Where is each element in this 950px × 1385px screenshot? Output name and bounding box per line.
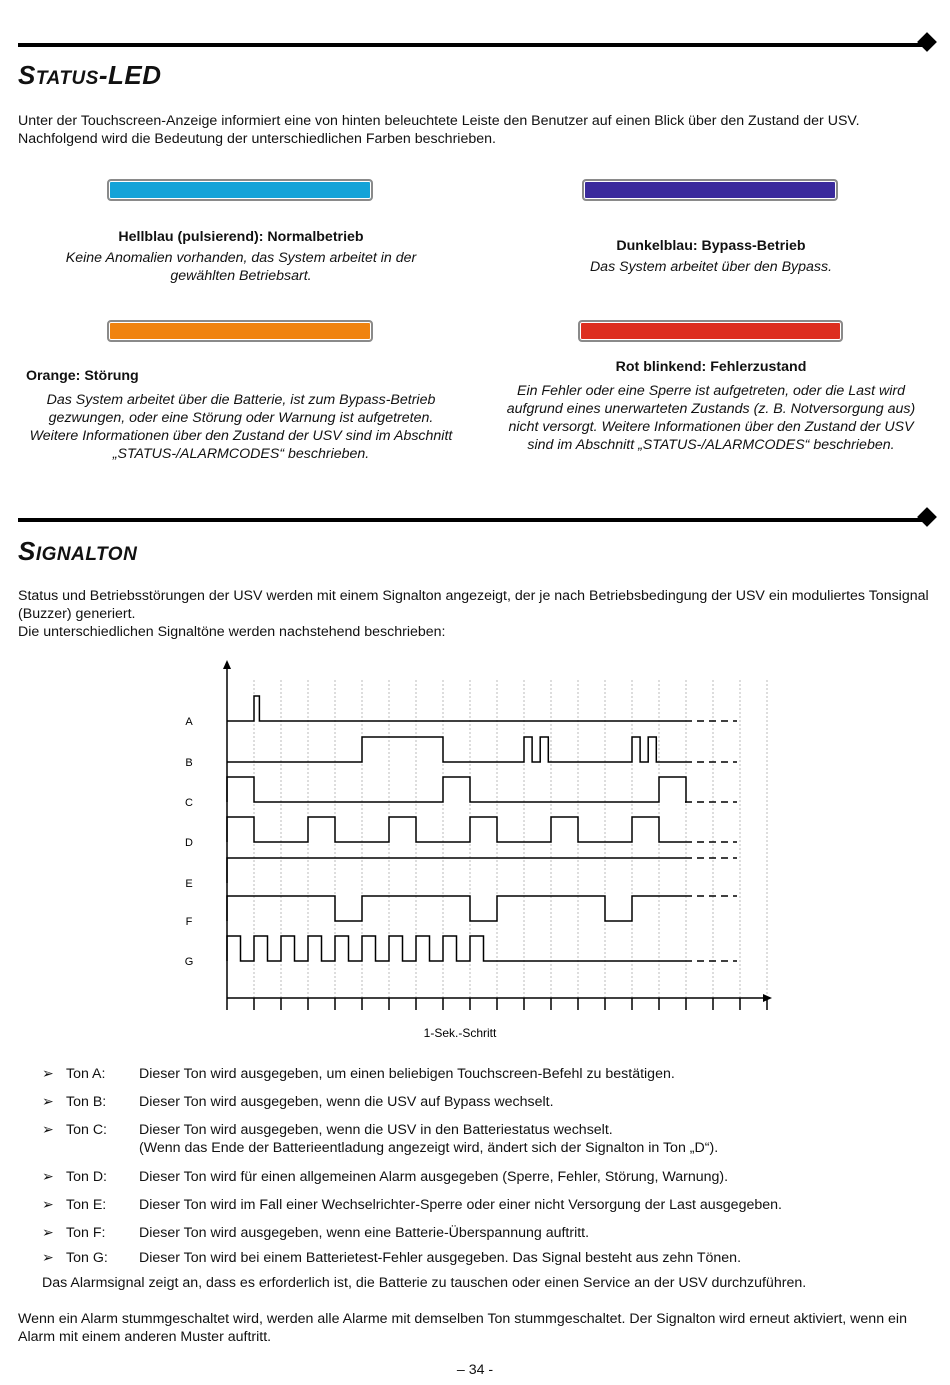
led-title: Dunkelblau: Bypass-Betrieb [616, 238, 806, 254]
y-axis-arrow-icon [223, 660, 231, 669]
waveform-e [227, 858, 685, 883]
section-divider [18, 43, 928, 47]
footer-note: Wenn ein Alarm stummgeschaltet wird, werden alle Alarme mit demselben Ton stummgeschaltet. Der Signalton wird erneut aktiviert, wenn ein Alarm mit einem anderen Muster auftritt. [18, 1311, 907, 1345]
signal-label: B [185, 757, 193, 769]
waveform-d [227, 817, 685, 842]
waveform-g [227, 936, 685, 961]
tone-note: Das Alarmsignal zeigt an, dass es erforderlich ist, die Batterie zu tauschen oder einen Service an der USV durchzuführen. [42, 1275, 807, 1291]
waveform-f [227, 896, 685, 921]
bullet-arrow-icon: ➢ [42, 1066, 54, 1082]
page-number: – 34 - [456, 1362, 494, 1378]
tone-desc-line: (Wenn das Ende der Batterieentladung angezeigt wird, ändert sich der Signalton in Ton „D“). [139, 1140, 719, 1156]
signal-label: E [185, 878, 193, 890]
signalton-intro [18, 587, 938, 641]
waveform-a [227, 696, 685, 721]
section-title-status-led: STATUS-LED [18, 60, 162, 90]
section-title-signalton: SIGNALTON [18, 536, 138, 566]
waveform-b [227, 737, 685, 762]
led-bar-orange [107, 320, 373, 342]
tone-name: Ton F: [66, 1225, 106, 1241]
tone-desc-line: Dieser Ton wird ausgegeben, um einen beliebigen Touchscreen-Befehl zu bestätigen. [139, 1066, 675, 1082]
tone-desc-line: Dieser Ton wird im Fall einer Wechselrichter-Sperre oder einer nicht Versorgung der Last ausgegeben. [139, 1197, 782, 1213]
divider-diamond-icon [917, 507, 937, 527]
led-caption-red [506, 358, 916, 454]
tone-desc [139, 1168, 939, 1186]
led-caption-lightblue [40, 228, 442, 285]
x-axis-label: 1-Sek.-Schritt [423, 1026, 497, 1040]
tone-desc [139, 1093, 939, 1111]
tone-name: Ton A: [66, 1066, 106, 1082]
tone-desc-line: Dieser Ton wird bei einem Batterietest-Fehler ausgegeben. Das Signal besteht aus zehn Tönen. [139, 1250, 742, 1266]
tone-desc-line: Dieser Ton wird ausgegeben, wenn eine Batterie-Überspannung auftritt. [139, 1225, 590, 1241]
led-desc: Das System arbeitet über den Bypass. [589, 259, 833, 275]
tone-name: Ton B: [66, 1094, 107, 1110]
signalton-intro-1: Status und Betriebsstörungen der USV werden mit einem Signalton angezeigt, der je nach Betriebsbedingung der USV ein moduliertes Tonsignal (Buzzer) generiert. [18, 588, 929, 622]
led-caption-orange [26, 367, 456, 463]
signal-label: F [185, 916, 193, 928]
led-title: Orange: Störung [26, 368, 139, 384]
signal-timing-chart [175, 655, 775, 1045]
signalton-intro-2: Die unterschiedlichen Signaltöne werden nachstehend beschrieben: [18, 624, 446, 640]
led-desc: Keine Anomalien vorhanden, das System arbeitet in der gewählten Betriebsart. [65, 250, 417, 284]
tone-name: Ton D: [66, 1169, 108, 1185]
led-caption-darkblue [560, 237, 862, 276]
signal-label: A [185, 716, 193, 728]
tone-desc-line: Dieser Ton wird ausgegeben, wenn die USV in den Batteriestatus wechselt. [139, 1122, 613, 1138]
tone-desc [139, 1065, 939, 1083]
bullet-arrow-icon: ➢ [42, 1197, 54, 1213]
signal-label: D [185, 837, 193, 849]
tone-name: Ton E: [66, 1197, 107, 1213]
bullet-arrow-icon: ➢ [42, 1225, 54, 1241]
tone-desc-line: Dieser Ton wird ausgegeben, wenn die USV auf Bypass wechselt. [139, 1094, 554, 1110]
signal-label: G [184, 956, 194, 968]
led-desc: Ein Fehler oder eine Sperre ist aufgetreten, oder die Last wird aufgrund eines unerwarteten Zustands (z. B. Notversorgung aus) nicht versorgt. Weitere Informationen über den Zustand der USV sind im Abschnitt „STATUS-/ALARMCODES“ beschrieben. [506, 383, 916, 453]
led-bar-red [578, 320, 843, 342]
led-title: Hellblau (pulsierend): Normalbetrieb [118, 229, 364, 245]
tone-desc [139, 1121, 939, 1157]
tone-desc [139, 1224, 939, 1242]
signal-label: C [185, 797, 193, 809]
status-led-intro: Unter der Touchscreen-Anzeige informiert eine von hinten beleuchtete Leiste den Benutzer auf einen Blick über den Zustand der USV. Nachfolgend wird die Bedeutung der unterschiedlichen Farben beschrieben. [18, 113, 860, 147]
tone-desc-line: Dieser Ton wird für einen allgemeinen Alarm ausgegeben (Sperre, Fehler, Störung, Warnung). [139, 1169, 729, 1185]
waveform-c [227, 777, 686, 802]
tone-desc [139, 1249, 939, 1267]
led-bar-lightblue [107, 179, 373, 201]
tone-name: Ton C: [66, 1122, 108, 1138]
led-bar-darkblue [582, 179, 838, 201]
bullet-arrow-icon: ➢ [42, 1094, 54, 1110]
led-title: Rot blinkend: Fehlerzustand [615, 359, 807, 375]
tone-name: Ton G: [66, 1250, 108, 1266]
led-desc: Das System arbeitet über die Batterie, ist zum Bypass-Betrieb gezwungen, oder eine Störung oder Warnung ist aufgetreten. Weitere Informationen über den Zustand der USV sind im Abschnitt „STATUS-/ALARMCODES“ beschrieben. [29, 392, 453, 462]
divider-diamond-icon [917, 32, 937, 52]
bullet-arrow-icon: ➢ [42, 1169, 54, 1185]
section-divider [18, 518, 928, 522]
tone-desc [139, 1196, 939, 1214]
bullet-arrow-icon: ➢ [42, 1250, 54, 1266]
bullet-arrow-icon: ➢ [42, 1122, 54, 1138]
